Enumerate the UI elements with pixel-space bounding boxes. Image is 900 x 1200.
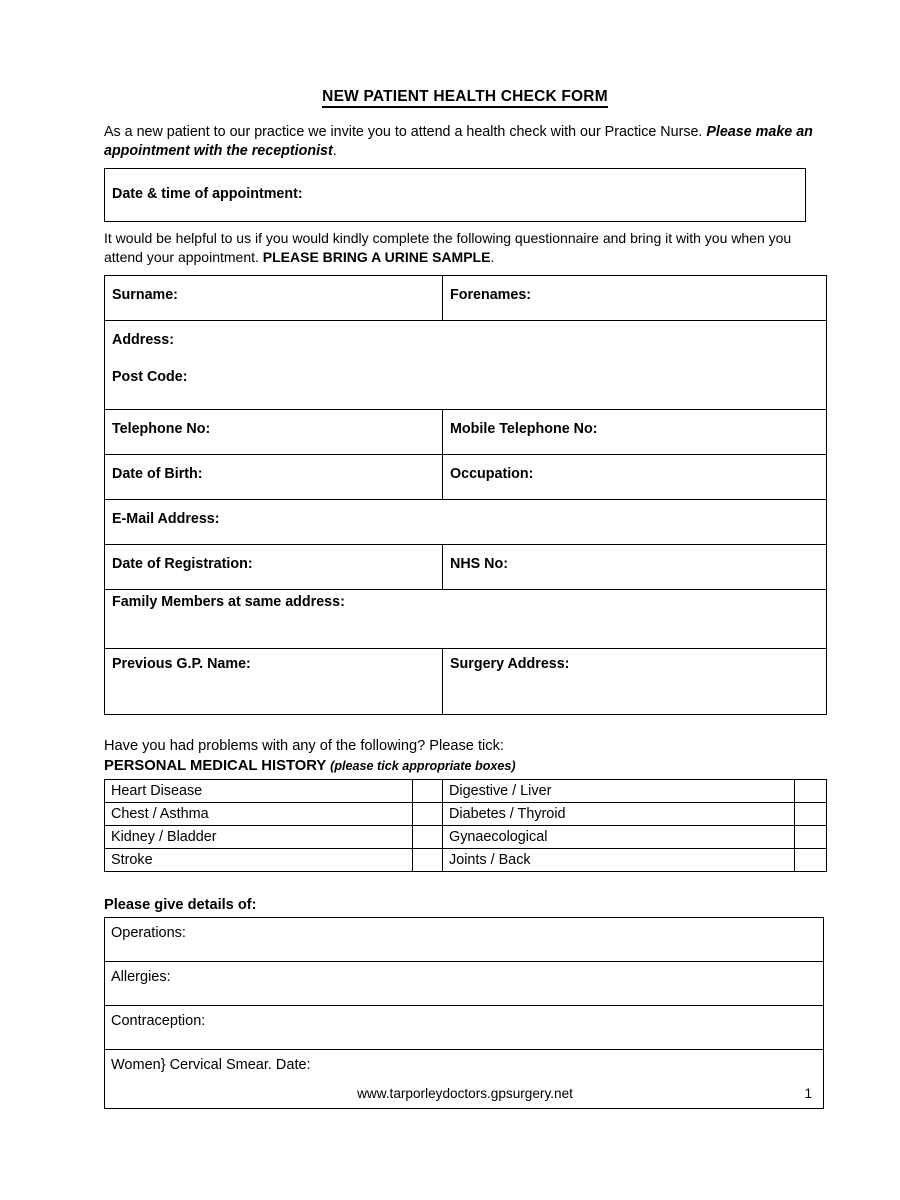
details-field-row[interactable]: Women} Cervical Smear. Date: — [105, 1049, 824, 1108]
details-heading: Please give details of: — [104, 896, 257, 913]
medical-history-table — [104, 779, 827, 872]
field-surname[interactable] — [105, 276, 443, 321]
table-row — [105, 961, 824, 1005]
field-label-family-members: Family Members at same address: — [112, 594, 345, 611]
field-label-date-of-birth: Date of Birth: — [112, 466, 203, 483]
appointment-label: Date & time of appointment: — [112, 186, 303, 203]
medical-history-heading — [104, 757, 826, 775]
field-label-previous-gp-name: Previous G.P. Name: — [112, 656, 251, 673]
medical-condition-label-left: Chest / Asthma — [105, 802, 413, 825]
field-label-post-code: Post Code: — [112, 369, 188, 386]
details-field-row[interactable]: Operations: — [105, 917, 824, 961]
table-row — [105, 410, 827, 455]
field-email-address[interactable] — [105, 500, 827, 545]
medical-condition-tickbox-left[interactable] — [413, 802, 443, 825]
medical-condition-tickbox-left[interactable] — [413, 779, 443, 802]
medical-condition-tickbox-right[interactable] — [795, 848, 827, 871]
field-family-members[interactable] — [105, 590, 827, 649]
table-row — [105, 848, 827, 871]
instruction-text-emphasis: PLEASE BRING A URINE SAMPLE — [262, 248, 491, 265]
field-label-nhs-no: NHS No: — [450, 556, 508, 573]
field-label-surgery-address: Surgery Address: — [450, 656, 570, 673]
table-row — [105, 500, 827, 545]
field-date-of-birth[interactable] — [105, 455, 443, 500]
field-label-date-of-registration: Date of Registration: — [112, 556, 253, 573]
table-row — [105, 276, 827, 321]
instruction-text-plain: It would be helpful to us if you would kindly complete the following questionnaire and bring it with you when you attend your appointment. — [104, 230, 792, 265]
intro-text-tail: . — [332, 142, 337, 159]
field-label-forenames: Forenames: — [450, 287, 532, 304]
medical-condition-label-left: Heart Disease — [105, 779, 413, 802]
medical-condition-tickbox-left[interactable] — [413, 848, 443, 871]
field-forenames[interactable] — [443, 276, 827, 321]
instruction-text-tail: . — [490, 248, 495, 265]
medical-history-heading-note: (please tick appropriate boxes) — [330, 759, 516, 774]
medical-condition-label-right: Gynaecological — [443, 825, 795, 848]
details-field-row[interactable]: Contraception: — [105, 1005, 824, 1049]
table-row — [105, 455, 827, 500]
intro-paragraph — [104, 123, 822, 160]
instruction-paragraph — [104, 229, 816, 266]
field-mobile-telephone-no[interactable] — [443, 410, 827, 455]
table-row — [105, 802, 827, 825]
appointment-field-box[interactable] — [104, 168, 806, 222]
field-label-occupation: Occupation: — [450, 466, 534, 483]
intro-text-plain: As a new patient to our practice we invite you to attend a health check with our Practice Nurse. — [104, 124, 707, 140]
field-label-mobile-telephone-no: Mobile Telephone No: — [450, 421, 598, 438]
field-date-of-registration[interactable] — [105, 545, 443, 590]
page-title — [104, 88, 826, 106]
medical-condition-label-left: Stroke — [105, 848, 413, 871]
field-telephone-no[interactable] — [105, 410, 443, 455]
table-row — [105, 917, 824, 961]
medical-history-question: Have you had problems with any of the following? Please tick: — [104, 738, 504, 755]
field-label-telephone-no: Telephone No: — [112, 421, 211, 438]
patient-details-table — [104, 275, 827, 715]
document-content — [104, 88, 826, 1109]
field-previous-gp-name[interactable] — [105, 649, 443, 715]
field-nhs-no[interactable] — [443, 545, 827, 590]
table-row — [105, 825, 827, 848]
field-label-surname: Surname: — [112, 287, 178, 304]
field-label-email-address: E-Mail Address: — [112, 511, 220, 528]
medical-history-heading-text: PERSONAL MEDICAL HISTORY — [104, 758, 326, 775]
table-row — [105, 779, 827, 802]
details-field-row[interactable]: Allergies: — [105, 961, 824, 1005]
footer-page-number: 1 — [804, 1086, 812, 1101]
medical-condition-label-left: Kidney / Bladder — [105, 825, 413, 848]
table-row — [105, 545, 827, 590]
field-surgery-address[interactable] — [443, 649, 827, 715]
medical-condition-label-right: Joints / Back — [443, 848, 795, 871]
medical-condition-label-right: Diabetes / Thyroid — [443, 802, 795, 825]
medical-condition-tickbox-right[interactable] — [795, 802, 827, 825]
field-label-address: Address: — [112, 332, 174, 349]
medical-condition-tickbox-left[interactable] — [413, 825, 443, 848]
table-row — [105, 649, 827, 715]
medical-condition-label-right: Digestive / Liver — [443, 779, 795, 802]
details-table — [104, 917, 824, 1109]
table-row — [105, 590, 827, 649]
field-address[interactable] — [105, 321, 827, 410]
table-row — [105, 321, 827, 410]
medical-condition-tickbox-right[interactable] — [795, 779, 827, 802]
table-row — [105, 1005, 824, 1049]
footer-url: www.tarporleydoctors.gpsurgery.net — [357, 1086, 573, 1101]
intro-text-emphasis: Please make an appointment with the receptionist — [104, 124, 813, 159]
medical-condition-tickbox-right[interactable] — [795, 825, 827, 848]
field-occupation[interactable] — [443, 455, 827, 500]
page-title-text: NEW PATIENT HEALTH CHECK FORM — [322, 88, 608, 108]
